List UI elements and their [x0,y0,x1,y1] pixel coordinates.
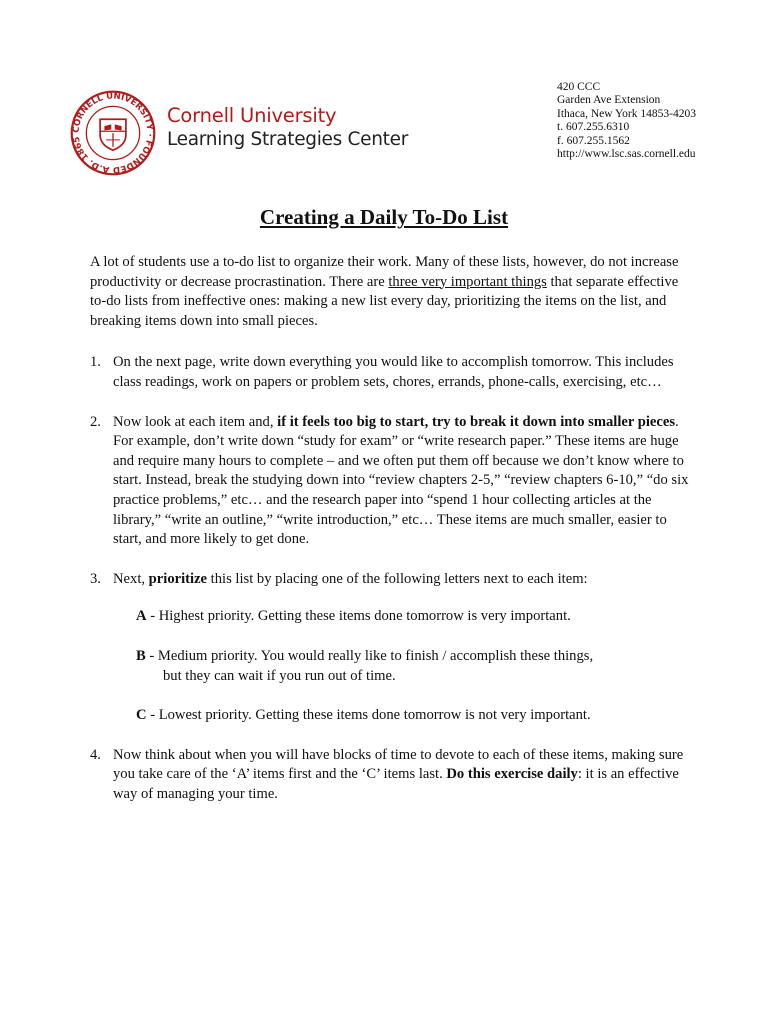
document-body [90,253,690,824]
steps-list [90,353,690,804]
department-name: Learning Strategies Center [167,129,409,150]
priority-letter: B [136,647,146,664]
address-line: Ithaca, New York 14853-4203 [557,107,696,120]
bold-phrase: prioritize [148,570,208,587]
phone-line: t. 607.255.6310 [557,121,630,134]
address-line: 420 CCC [557,81,601,93]
bold-phrase: Do this exercise daily [446,766,578,783]
step-item [90,353,690,392]
document-title: Creating a Daily To-Do List [259,205,509,229]
address-line: Garden Ave Extension [557,94,661,107]
fax-line: f. 607.255.1562 [557,134,630,147]
step-item: 2. Now look at each item and, if it feels too big to start, try to break it down into smaller pieces. For example, don’t write down “study for exam” or “write research paper.” These items are huge and require many hours to complete – and we often put them off because we don’t know where to start. Instead, break the studying down into “review chapters 2-5,” “review chapters 6-10,” “do six practice problems,” etc… and the research paper into “spend 1 hour collecting articles at the library,” “write an outline,” “write introduction,” etc… These items are much smaller, easier to start, and more likely to get done. [90,413,689,548]
website-url: http://www.lsc.sas.cornell.edu [557,148,696,161]
university-name: Cornell University [167,104,337,127]
organization-name [167,104,408,152]
step-text: On the next page, write down everything you would like to accomplish tomorrow. This includes class readings, work on papers or problem sets, chores, errands, phone-calls, exercising, etc… [113,354,674,390]
priority-list [136,607,690,725]
step-number: 1. [90,354,101,371]
priority-letter: C [136,707,147,724]
contact-address [557,81,696,161]
step-number: 3. [90,570,101,587]
step-number: 4. [90,746,101,763]
underlined-phrase: three very important things [388,273,547,290]
priority-item: C - Lowest priority. Getting these items done tomorrow is not very important. [136,707,591,724]
bold-phrase: if it feels too big to start, try to break it down into smaller pieces [277,413,676,430]
priority-continuation: but they can wait if you run out of time. [163,667,396,684]
cornell-seal-logo [70,90,156,176]
step-item: 3. Next, prioritize this list by placing one of the following letters next to each item: A - Highest priority. Getting these items done tomorrow is very important. B - Medium priority. You would really like to finish / accomplish these things, but they can wait if you run out of time. C - Lowest priority. Getting these items done tomorrow is not very important. [90,570,690,726]
intro-paragraph: A lot of students use a to-do list to organize their work. Many of these lists, however, do not increase productivity or decrease procrastination. There are three very important things that separate effective to-do lists from ineffective ones: making a new list every day, prioritizing the items on the list, and breaking items down into small pieces. [90,254,679,329]
step-number: 2. [90,413,101,430]
priority-letter: A [136,608,147,625]
letterhead [0,0,768,180]
seal-text: CORNELL UNIVERSITY · FOUNDED A.D. 1865 [71,91,155,175]
priority-item: B - Medium priority. You would really like to finish / accomplish these things, but they can wait if you run out of time. [136,647,690,686]
priority-item: A - Highest priority. Getting these items done tomorrow is very important. [136,608,571,625]
step-item: 4. Now think about when you will have blocks of time to devote to each of these items, making sure you take care of the ‘A’ items first and the ‘C’ items last. Do this exercise daily: it is an effective way of managing your time. [90,746,684,802]
